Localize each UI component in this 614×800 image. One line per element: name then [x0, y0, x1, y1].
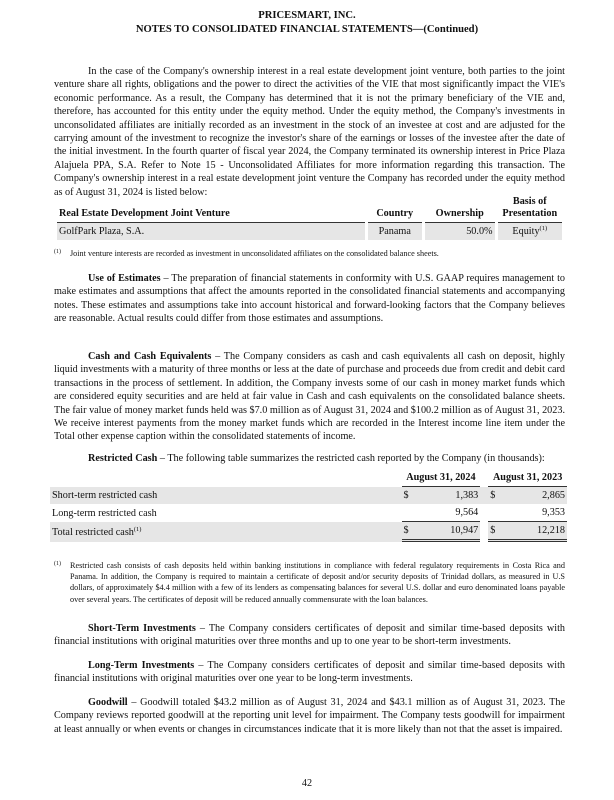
- section-text: – The preparation of financial statements in conformity with U.S. GAAP requires management to make estimates and assumptions that affect the amounts reported in the consolidated financial statements and accompanying notes. These estimates and assumptions take into account historical and forward-looking factors that the Company believes are reasonable. Actual results could differ from those estimates and assumptions.: [54, 273, 565, 325]
- rc-footnote: Restricted cash consists of cash deposits held within banking institutions in compliance with federal regulatory requirements in Costa Rica and Panama. In addition, the Company is required to maintain a certificate of deposit and/or security deposits of Trinidad dollars, as measured in U.S dollars, of approximately $4.4 million with a few of its lenders as compensating balances for several U.S. dollar and euro denominated loans payable over several years. The certificates of deposit will be reduced annually commensurate with the loan balances.: [70, 561, 565, 604]
- jv-table: [54, 194, 565, 240]
- use-of-estimates-paragraph: [54, 272, 565, 326]
- section-text: – The Company considers certificates of deposit and similar time-based deposits with financial institutions with original maturities over one year to be long-term investments.: [54, 660, 565, 685]
- table-row: [50, 522, 567, 542]
- section-text: – The Company considers certificates of deposit and similar time-based deposits with financial institutions with original maturities over three months and up to one year to be short-term investments.: [54, 623, 565, 648]
- rc-value-2023: 9,353: [506, 504, 567, 522]
- rc-label: Short-term restricted cash: [50, 487, 402, 504]
- section-text: – Goodwill totaled $43.2 million as of August 31, 2024 and $43.1 million as of August 31, 2023. The Company reviews reported goodwill at the reporting unit level for impairment. The Company tests goodwill for impairment at least annually or when events or changes in circumstances indicate that it is more likely than not that the asset is impaired.: [54, 697, 565, 735]
- currency: [402, 504, 420, 522]
- rc-header-2024: August 31, 2024: [402, 470, 481, 487]
- currency: $: [402, 522, 420, 542]
- currency: $: [488, 487, 506, 504]
- section-heading: Cash and Cash Equivalents: [88, 351, 212, 362]
- jv-ownership: 50.0%: [425, 223, 495, 240]
- page-title: NOTES TO CONSOLIDATED FINANCIAL STATEMENTS—(Continued): [135, 24, 479, 35]
- jv-header-basis: Basis of Presentation: [498, 194, 562, 223]
- intro-paragraph: In the case of the Company's ownership interest in a real estate development joint venture, both parties to the joint venture share all rights, obligations and the power to direct the activities of the VIE that most significantly impact the VIE's economic performance. As a result, the Company has determined that it is not the primary beneficiary of the VIE and, therefore, has accounted for this entity under the equity method. Under the equity method, the Company's investments in unconsolidated affiliates are initially recorded as an investment in the stock of an investee at cost and are adjusted for the carrying amount of the investment to recognize the investor's share of the earnings or losses of the investee after the date of the initial investment. In the fourth quarter of fiscal year 2024, the Company terminated its ownership interest in Price Plaza Alajuela PPA, S.A. Refer to Note 15 - Unconsolidated Affiliates for more information regarding this transaction. The Company's ownership interest in a real estate development joint venture the Company has recorded under the equity method as of August 31, 2024 is listed below:: [54, 66, 565, 198]
- footnote-ref: (1): [539, 225, 548, 232]
- jv-header-country: Country: [368, 194, 422, 223]
- restricted-cash-paragraph: [54, 452, 565, 465]
- rc-value-2024: 1,383: [420, 487, 481, 504]
- cash-paragraph: [54, 350, 565, 444]
- rc-label: Total restricted cash: [52, 526, 134, 538]
- company-name: PRICESMART, INC.: [258, 10, 356, 21]
- footnote-mark: (1): [54, 561, 61, 567]
- rc-value-2023: 2,865: [506, 487, 567, 504]
- section-text: – The following table summarizes the restricted cash reported by the Company (in thousands):: [157, 453, 545, 464]
- table-row: [50, 504, 567, 522]
- section-heading: Short-Term Investments: [88, 623, 196, 634]
- currency: $: [488, 522, 506, 542]
- jv-name: GolfPark Plaza, S.A.: [57, 223, 365, 240]
- restricted-cash-table: [50, 470, 567, 542]
- goodwill-paragraph: [54, 696, 565, 736]
- section-heading: Use of Estimates: [88, 273, 161, 284]
- jv-basis: Equity: [512, 226, 540, 237]
- table-row: [50, 487, 567, 504]
- footnote-ref: (1): [133, 525, 142, 533]
- rc-value-2024: 10,947: [420, 522, 481, 542]
- long-term-investments-paragraph: [54, 659, 565, 686]
- section-text: – The Company considers as cash and cash equivalents all cash on deposit, highly liquid investments with a maturity of three months or less at the date of purchase and proceeds due from credit and debit card transactions in the process of settlement. In addition, the Company invests some of our cash in money market funds which are considered equity securities and are held at fair value in Cash and cash equivalents on the consolidated balance sheets. The fair value of money market funds held was $7.0 million as of August 31, 2024 and $100.2 million as of August 31, 2023. We receive interest payments from the money market funds which are recorded in the Interest income line item under the Total other expense caption within the consolidated statements of income.: [54, 351, 566, 443]
- rc-label: Long-term restricted cash: [52, 507, 157, 519]
- jv-header-name: Real Estate Development Joint Venture: [57, 194, 365, 223]
- page-number: 42: [301, 778, 313, 789]
- short-term-investments-paragraph: [54, 622, 565, 649]
- rc-header-2023: August 31, 2023: [488, 470, 567, 487]
- currency: $: [402, 487, 420, 504]
- rc-value-2023: 12,218: [506, 522, 567, 542]
- jv-country: Panama: [368, 223, 422, 240]
- rc-value-2024: 9,564: [420, 504, 481, 522]
- currency: [488, 504, 506, 522]
- section-heading: Restricted Cash: [88, 453, 158, 464]
- footnote-mark: (1): [54, 249, 61, 255]
- jv-header-ownership: Ownership: [425, 194, 495, 223]
- jv-footnote: Joint venture interests are recorded as investment in unconsolidated affiliates on the consolidated balance sheets.: [70, 249, 439, 258]
- section-heading: Long-Term Investments: [88, 660, 195, 671]
- table-row: [57, 223, 562, 240]
- section-heading: Goodwill: [88, 697, 128, 708]
